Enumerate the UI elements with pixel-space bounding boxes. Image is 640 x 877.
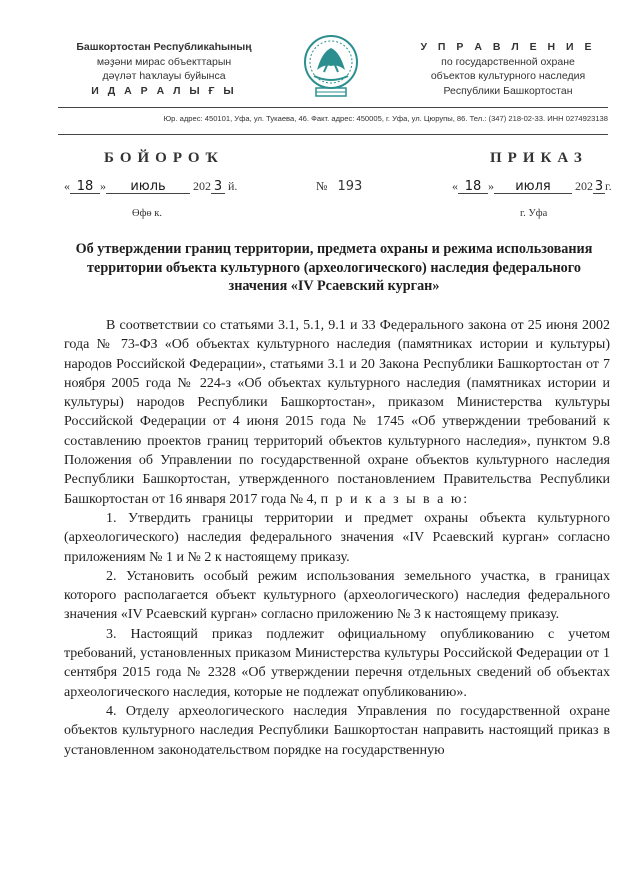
agency-line: У П Р А В Л Е Н И Е: [420, 41, 596, 53]
order-item: 4. Отделу археологического наследия Управления по государственной охране объектов культурного наследия Республики Башкортостан направить настоящий приказ в установленном законодательством порядке на государственную: [64, 703, 610, 758]
intro-text: В соответствии со статьями 3.1, 5.1, 9.1 и 33 Федерального закона от 25 июня 2002 года № 73-ФЗ «Об объектах культурного наследия (памятниках истории и культуры) народов Российской Федерации», статьями 3.1 и 20 Закона Республики Башкортостан от 7 ноября 2005 года № 224-з «Об объектах культурного наследия (памятниках истории и культуры) народов Республики Башкортостан», приказом Министерства культуры Российской Федерации от 4 июня 2015 года № 1745 «Об утверждении требований к составлению проектов границ территорий объектов культурного наследия», пунктом 9.8 Положения об Управлении по государственной охране объектов культурного наследия Республики Башкортостан, утвержденного постановлением Правительства Республики Башкортостан от 16 января 2017 года № 4,: [64, 318, 610, 507]
order-item: 2. Установить особый режим использования земельного участка, в границах которого располагается объект культурного (археологического) наследия федерального значения «IV Рсаевский курган» согласно приложению № 3 к настоящему приказу.: [64, 568, 610, 623]
date-year-digit: 3: [594, 179, 604, 194]
date-right: « 18 » июля 202 3 г.: [452, 179, 612, 194]
agency-line: мәҙәни мирас объекттарын: [96, 55, 232, 68]
agency-line: Башкортостан Республикаһының: [76, 41, 252, 53]
agency-line: Республики Башкортостан: [443, 84, 573, 97]
agency-line: объектов культурного наследия: [430, 70, 586, 82]
city-russian: г. Уфа: [520, 208, 548, 219]
date-year-digit: 3: [211, 180, 225, 194]
order-item: 3. Настоящий приказ подлежит официальному опубликованию с учетом требований, установленных приказом Министерства культуры Российской Федерации от 1 сентября 2015 года № 2328 «Об утверждении перечня отдельных сведений об объектах археологического наследия, которые не подлежат опубликованию».: [64, 626, 610, 700]
document-body: [64, 316, 610, 760]
header-divider: [58, 107, 608, 108]
header-divider: [58, 134, 608, 135]
agency-line: И Д А Р А Л Ы Ғ Ы: [91, 84, 237, 97]
number-label: №: [316, 179, 328, 193]
city-bashkir: Өфө к.: [132, 208, 162, 219]
document-title: Об утверждении границ территории, предмета охраны и режима использования территории объекта культурного (археологического) наследия федерального значения «IV Рсаевский курган»: [75, 241, 593, 294]
bashkir-agency-name: [58, 40, 270, 98]
date-month: июля: [494, 180, 572, 194]
doc-type-russian: ПРИКАЗ: [490, 150, 588, 166]
agency-line: дәүләт һаҡлауы буйынса: [102, 70, 226, 82]
date-month: июль: [106, 180, 190, 194]
date-left: « 18 » июль 202 3 й.: [64, 179, 238, 194]
bashkortostan-emblem-icon: [302, 32, 360, 100]
number-value: 193: [337, 179, 363, 194]
doc-type-bashkir: БОЙОРОҠ: [104, 150, 224, 166]
date-year-prefix: 202: [193, 179, 211, 193]
date-day: 18: [70, 180, 100, 194]
russian-agency-name: [408, 40, 608, 98]
date-day: 18: [458, 180, 488, 194]
order-item: 1. Утвердить границы территории и предмет охраны объекта культурного (археологического) наследия федерального значения «IV Рсаевский курган» согласно приложениям № 1 и № 2 к настоящему приказу.: [64, 510, 610, 565]
agency-line: по государственной охране: [441, 55, 575, 68]
address-line: Юр. адрес: 450101, Уфа, ул. Тукаева, 46. Факт. адрес: 450005, г. Уфа, ул. Цюрупы, 86. Тел.: (347) 218-02-33. ИНН 0274923138: [163, 114, 608, 123]
order-word: п р и к а з ы в а ю:: [320, 491, 470, 507]
date-suffix: й.: [228, 179, 238, 193]
intro-paragraph: [64, 316, 610, 509]
date-year-prefix: 202: [575, 179, 593, 193]
order-number: [316, 179, 362, 194]
date-suffix: г.: [605, 179, 612, 193]
